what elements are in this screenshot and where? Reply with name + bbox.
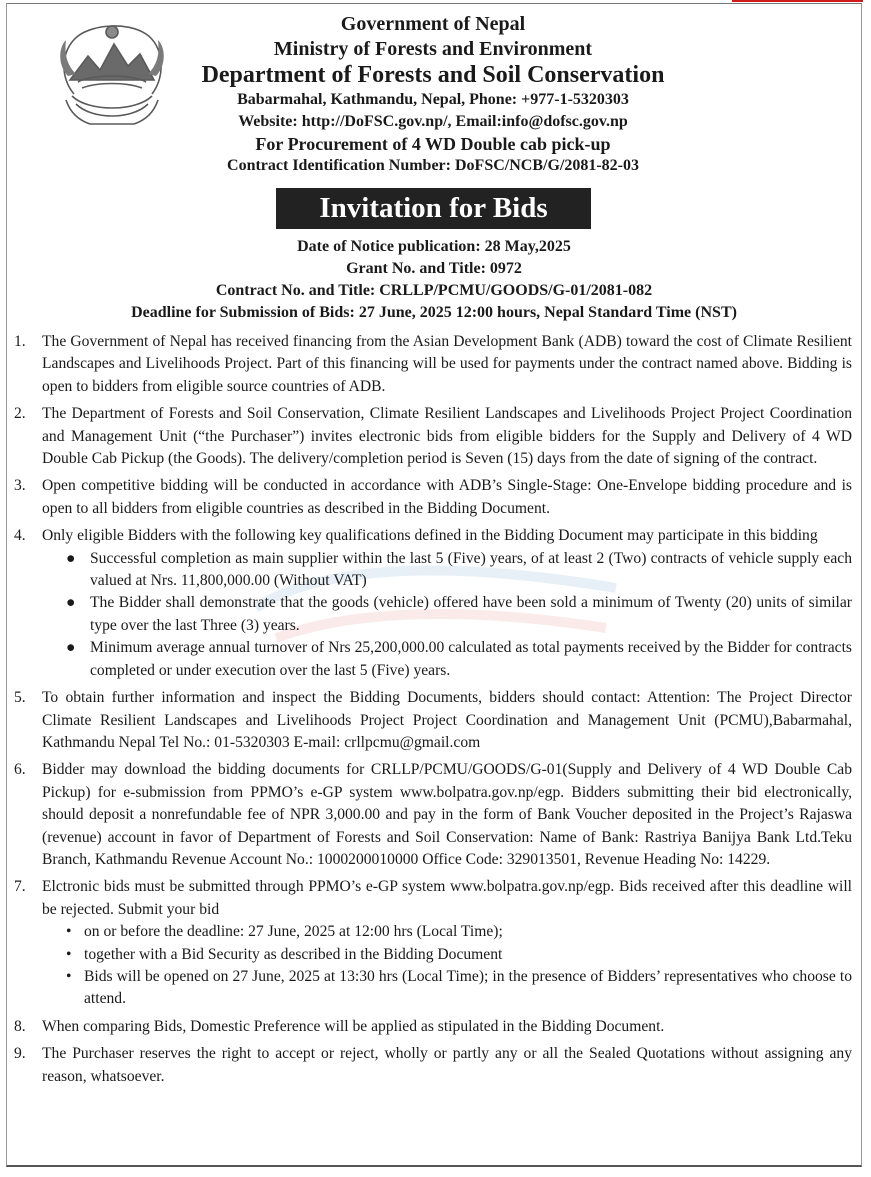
list-item xyxy=(14,475,852,520)
invitation-title: Invitation for Bids xyxy=(276,188,591,229)
bullet-icon: • xyxy=(66,945,72,963)
bullet-icon: • xyxy=(66,967,72,985)
bullet-text: together with a Bid Security as described in the Bidding Document xyxy=(84,945,503,963)
list-item xyxy=(14,759,852,871)
list-item xyxy=(14,876,852,1010)
list-item xyxy=(14,331,852,398)
qualification-bullets xyxy=(42,548,852,682)
item-text: The Purchaser reserves the right to accept or reject, wholly or partly any or all the Sealed Quotations without assigning any reason, whatsoever. xyxy=(42,1045,852,1085)
item-text: Open competitive bidding will be conducted in accordance with ADB’s Single-Stage: One-Envelope bidding procedure and is open to all bidders from eligible countries as described in the Bidding Document. xyxy=(42,477,852,517)
bullet-item xyxy=(42,921,852,943)
list-item xyxy=(14,1043,852,1088)
ministry-title: Ministry of Forests and Environment xyxy=(273,38,593,60)
bullet-item xyxy=(42,548,852,593)
item-text: To obtain further information and inspect the Bidding Documents, bidders should contact: Attention: The Project Director Climate Resilient Landscapes and Livelihoods Project Project Coordination and Management Unit (PCMU),Babarmahal, Kathmandu Nepal Tel No.: 01-5320303 E-mail: crllpcmu@gmail.com xyxy=(42,689,852,751)
item-text: Only eligible Bidders with the following key qualifications defined in the Bidding Document may participate in this bidding xyxy=(42,527,818,545)
bullet-text: Minimum average annual turnover of Nrs 25,200,000.00 calculated as total payments received by the Bidder for contracts completed or under execution over the last 5 (Five) years. xyxy=(90,639,852,679)
department-address: Babarmahal, Kathmandu, Nepal, Phone: +977-1-5320303 xyxy=(237,91,629,108)
list-item xyxy=(14,687,852,754)
list-item xyxy=(14,1016,852,1038)
publication-date: Date of Notice publication: 28 May,2025 xyxy=(297,238,571,255)
department-header xyxy=(150,12,716,176)
bullet-icon: ● xyxy=(66,549,76,567)
item-text: Bidder may download the bidding documents for CRLLP/PCMU/GOODS/G-01(Supply and Delivery of 4 WD Double Cab Pickup) for e-submission from PPMO’s e-GP system www.bolpatra.gov.np/egp. Bidders submitting their bid electronically, should deposit a nonrefundable fee of NPR 3,000.00 and pay in the form of Bank Voucher deposited in the Project’s Rajaswa (revenue) account in favor of Department of Forests and Soil Conservation: Name of Bank: Rastriya Banijya Bank Ltd.Teku Branch, Kathmandu Revenue Account No.: 1000200010000 Office Code: 329013501, Revenue Heading No: 14229. xyxy=(42,761,852,868)
submission-bullets xyxy=(42,921,852,1011)
bullet-item xyxy=(42,966,852,1011)
bullet-text: on or before the deadline: 27 June, 2025 at 12:00 hrs (Local Time); xyxy=(84,923,503,941)
submission-deadline: Deadline for Submission of Bids: 27 June, 2025 12:00 hours, Nepal Standard Time (NST) xyxy=(131,304,737,321)
bullet-item xyxy=(42,944,852,966)
top-accent-line xyxy=(732,0,863,2)
bullet-item xyxy=(42,637,852,682)
bullet-text: The Bidder shall demonstrate that the goods (vehicle) offered have been sold a minimum of Twenty (20) units of similar type over the last Three (3) years. xyxy=(90,594,852,634)
bullet-text: Bids will be opened on 27 June, 2025 at 13:30 hrs (Local Time); in the presence of Bidders’ representatives who choose to attend. xyxy=(84,967,852,1008)
item-number: 9. xyxy=(14,1045,26,1063)
item-text: The Department of Forests and Soil Conservation, Climate Resilient Landscapes and Livelihoods Project Project Coordination and Management Unit (“the Purchaser”) invites electronic bids from eligible bidders for the Supply and Delivery of 4 WD Double Cab Pickup (the Goods). The delivery/completion period is Seven (15) days from the date of signing of the contract. xyxy=(42,405,852,468)
item-number: 8. xyxy=(14,1017,26,1035)
bullet-icon: ● xyxy=(66,639,76,657)
bid-terms-list xyxy=(14,331,852,1093)
grant-info: Grant No. and Title: 0972 xyxy=(346,260,522,277)
item-number: 5. xyxy=(14,689,26,707)
bullet-item xyxy=(42,592,852,637)
item-number: 1. xyxy=(14,333,26,350)
department-contact: Website: http://DoFSC.gov.np/, Email:info@dofsc.gov.np xyxy=(238,113,628,130)
item-text: The Government of Nepal has received financing from the Asian Development Bank (ADB) toward the cost of Climate Resilient Landscapes and Livelihoods Project. Part of this financing will be used for payments under the contract named above. Bidding is open to bidders from eligible source countries of ADB. xyxy=(42,333,852,395)
list-item xyxy=(14,525,852,682)
notice-meta xyxy=(6,236,862,324)
item-number: 3. xyxy=(14,477,26,495)
item-text: Elctronic bids must be submitted through PPMO’s e-GP system www.bolpatra.gov.np/egp. Bids received after this deadline will be rejected. Submit your bid xyxy=(42,878,852,918)
item-number: 2. xyxy=(14,405,26,423)
procurement-subject: For Procurement of 4 WD Double cab pick-up xyxy=(255,134,611,154)
item-number: 7. xyxy=(14,878,26,896)
bullet-icon: • xyxy=(66,923,72,941)
item-number: 6. xyxy=(14,761,26,779)
department-title: Department of Forests and Soil Conservation xyxy=(201,62,665,88)
contract-identification: Contract Identification Number: DoFSC/NCB/G/2081-82-03 xyxy=(227,157,639,174)
item-text: When comparing Bids, Domestic Preference will be applied as stipulated in the Bidding Document. xyxy=(42,1017,665,1035)
bullet-text: Successful completion as main supplier within the last 5 (Five) years, of at least 2 (Two) contracts of vehicle supply each valued at Nrs. 11,800,000.00 (Without VAT) xyxy=(90,549,852,590)
bullet-icon: ● xyxy=(66,594,76,612)
item-number: 4. xyxy=(14,527,26,545)
contract-info: Contract No. and Title: CRLLP/PCMU/GOODS/G-01/2081-082 xyxy=(215,282,653,299)
government-title: Government of Nepal xyxy=(340,13,526,35)
list-item xyxy=(14,403,852,470)
